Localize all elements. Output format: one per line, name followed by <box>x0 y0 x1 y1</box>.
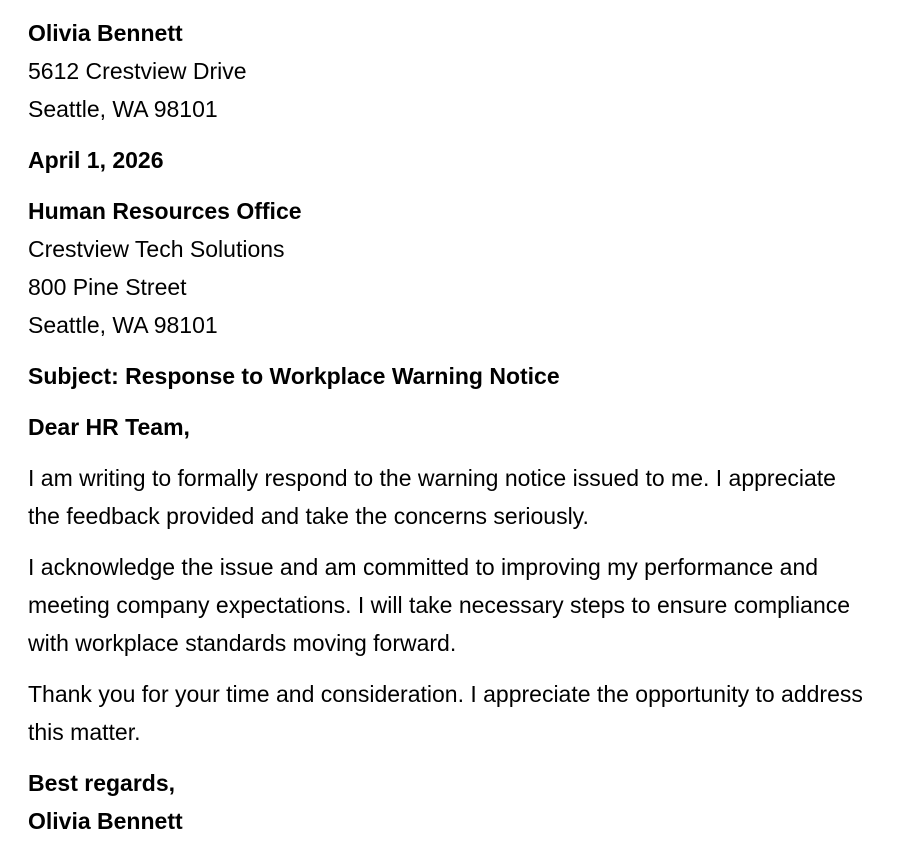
signer-name: Olivia Bennett <box>28 808 183 834</box>
recipient-street: 800 Pine Street <box>28 274 187 300</box>
recipient-company: Crestview Tech Solutions <box>28 236 285 262</box>
recipient-department: Human Resources Office <box>28 198 302 224</box>
body-paragraph-1-block <box>28 459 872 535</box>
valediction: Best regards, <box>28 770 176 796</box>
salutation: Dear HR Team, <box>28 414 190 440</box>
body-paragraph-1: I am writing to formally respond to the warning notice issued to me. I appreciate the feedback provided and take the concerns seriously. <box>28 465 836 529</box>
body-paragraph-2: I acknowledge the issue and am committed to improving my performance and meeting company expectations. I will take necessary steps to ensure compliance with workplace standards moving forward. <box>28 554 851 656</box>
sender-name: Olivia Bennett <box>28 20 183 46</box>
body-paragraph-3: Thank you for your time and consideration. I appreciate the opportunity to address this matter. <box>28 681 863 745</box>
body-paragraph-2-block <box>28 548 872 662</box>
sender-city-state-zip: Seattle, WA 98101 <box>28 96 218 122</box>
salutation-block <box>28 408 872 446</box>
date-block <box>28 141 872 179</box>
sender-address-block <box>28 14 872 128</box>
sender-street: 5612 Crestview Drive <box>28 58 247 84</box>
recipient-address-block <box>28 192 872 344</box>
body-paragraph-3-block <box>28 675 872 751</box>
subject-block <box>28 357 872 395</box>
subject-line: Subject: Response to Workplace Warning Notice <box>28 363 560 389</box>
letter-date: April 1, 2026 <box>28 147 164 173</box>
recipient-city-state-zip: Seattle, WA 98101 <box>28 312 218 338</box>
closing-block <box>28 764 872 840</box>
